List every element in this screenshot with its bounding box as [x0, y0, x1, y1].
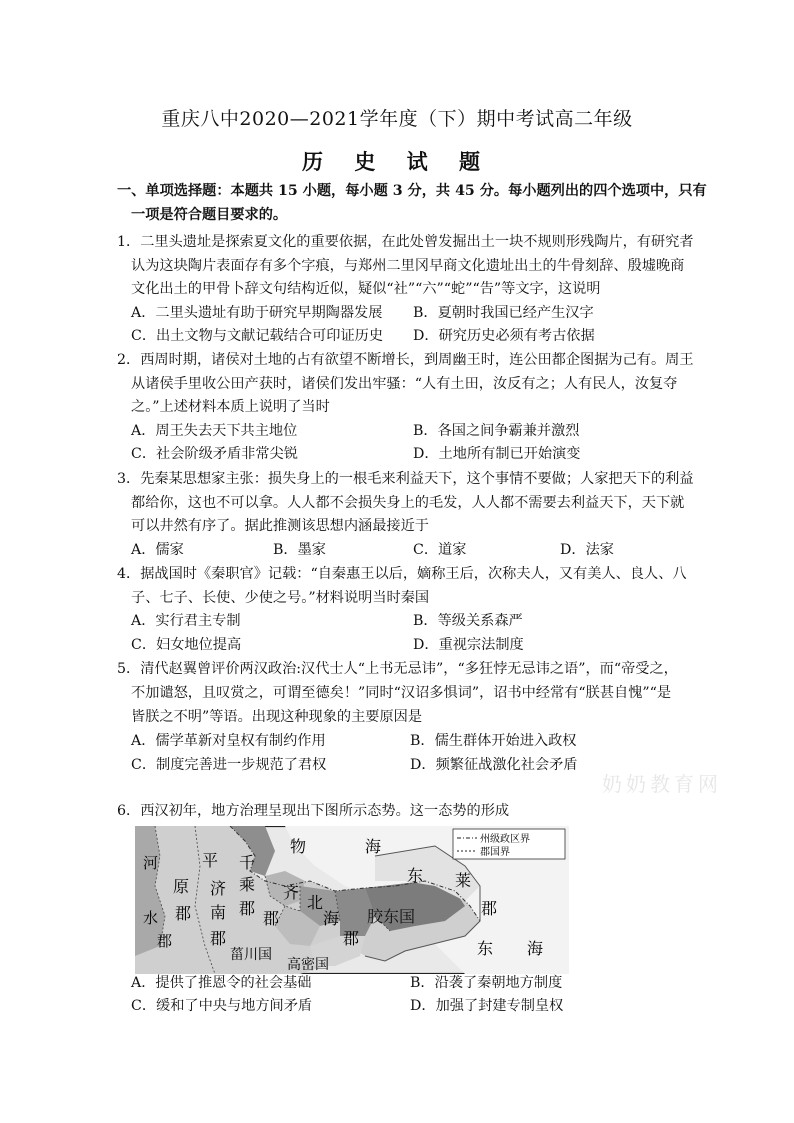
q1-line-3: 文化出土的甲骨卜辞文句结构近似，疑似“社”“六”“蛇”“告”等文字，这说明: [131, 281, 601, 297]
map-label-jun-pingyuan: 郡: [175, 904, 192, 923]
q5-option-a[interactable]: A．儒学革新对皇权有制约作用: [131, 733, 326, 749]
q2-option-c[interactable]: C．社会阶级矛盾非常尖锐: [131, 446, 298, 462]
q2-line-2: 从诸侯手里收公田产获时，诸侯们发出牢骚：“人有土田，汝反有之；人有民人，汝复夺: [131, 376, 678, 392]
q1-option-b[interactable]: B．夏朝时我国已经产生汉字: [413, 305, 594, 321]
section-instruction-line-2: 一项是符合题目要求的。: [131, 207, 288, 223]
map-label-nan: 南: [210, 903, 227, 922]
q4-line-1: 4．据战国时《秦职官》记载：“自秦惠王以后，嫡称王后，次称夫人，又有美人、良人、八: [117, 566, 687, 582]
q4-option-c[interactable]: C．妇女地位提高: [131, 637, 242, 653]
map-label-jiaodong: 胶东国: [367, 907, 416, 926]
map-label-yuan: 原: [173, 877, 190, 896]
q6-option-a[interactable]: A．提供了推恩令的社会基础: [131, 975, 312, 991]
q4-option-b[interactable]: B．等级关系森严: [413, 613, 523, 629]
map-label-qi: 齐: [283, 883, 300, 902]
q5-line-3: 皆朕之不明”等语。出现这种现象的主要原因是: [131, 709, 423, 725]
map-label-jun-donglai: 郡: [481, 899, 498, 918]
q3-option-b[interactable]: B．墨家: [273, 542, 326, 558]
map-label-hai-bei: 海: [323, 909, 340, 928]
q4-line-2: 子、七子、长使、少使之号。”材料说明当时秦国: [131, 590, 430, 606]
map-label-donghai-hai: 海: [527, 939, 544, 958]
q2-line-3: 之。”上述材料本质上说明了当时: [131, 399, 330, 415]
q5-line-1: 5．清代赵翼曾评价两汉政治:汉代士人“上书无忌讳”，“多狂悖无忌讳之语”，而“帝受之，: [117, 661, 678, 677]
q6-option-c[interactable]: C．缓和了中央与地方间矛盾: [131, 998, 313, 1014]
western-han-map: [135, 826, 569, 974]
q3-line-1: 3．先秦某思想家主张：损失身上的一根毛来利益天下，这个事情不要做；人家把天下的利益: [117, 471, 694, 487]
exam-subtitle: 历 史 试 题: [302, 149, 492, 174]
q6-line-1: 6．西汉初年，地方治理呈现出下图所示态势。这一态势的形成: [117, 803, 510, 819]
map-label-bohai-hai: 海: [365, 837, 382, 856]
q1-option-a[interactable]: A．二里头遗址有助于研究早期陶器发展: [131, 305, 383, 321]
map-label-shui: 水: [143, 909, 159, 927]
q5-option-b[interactable]: B．儒生群体开始进入政权: [410, 733, 577, 749]
q5-option-c[interactable]: C．制度完善进一步规范了君权: [131, 757, 327, 773]
map-label-donghai-dong: 东: [477, 939, 494, 958]
q4-option-a[interactable]: A．实行君主专制: [131, 613, 241, 629]
map-label-jun-he: 郡: [157, 932, 173, 950]
exam-title: 重庆八中2020—2021学年度（下）期中考试高二年级: [161, 108, 633, 130]
map-label-bohai-bo: 物: [290, 837, 307, 856]
map-label-jun-qi: 郡: [263, 909, 280, 928]
q6-option-b[interactable]: B．沿袭了秦朝地方制度: [410, 975, 563, 991]
map-label-he: 河: [143, 854, 159, 872]
q2-option-a[interactable]: A．周王失去天下共主地位: [131, 423, 298, 439]
q1-option-c[interactable]: C．出土文物与文献记载结合可印证历史: [131, 328, 384, 344]
map-label-gaomi: 高密国: [287, 957, 329, 973]
map-label-zichuan: 菑川国: [230, 947, 272, 963]
q3-line-2: 都给你，这也不可以拿。人人都不会损失身上的毛发，人人都不需要去利益天下，天下就: [131, 495, 685, 511]
map-label-ji: 济: [210, 879, 227, 898]
q2-option-b[interactable]: B．各国之间争霸兼并激烈: [413, 423, 580, 439]
q3-option-a[interactable]: A．儒家: [131, 542, 184, 558]
q3-line-3: 可以井然有序了。据此推测该思想内涵最接近于: [131, 518, 429, 534]
map-label-jun-qiancheng: 郡: [239, 899, 256, 918]
map-label-dong: 东: [407, 866, 424, 885]
section-instruction-line-1: 一、单项选择题：本题共 15 小题，每小题 3 分，共 45 分。每小题列出的四个选项中，只有: [117, 183, 707, 199]
map-label-cheng: 乘: [239, 875, 256, 894]
q5-option-d[interactable]: D．频繁征战激化社会矛盾: [410, 757, 578, 773]
watermark: 奶奶教育网: [602, 772, 722, 796]
q3-option-d[interactable]: D．法家: [560, 542, 614, 558]
map-label-ping: 平: [202, 851, 219, 870]
legend-province-label: 州级政区界: [480, 834, 530, 845]
map-label-jun-beihai: 郡: [343, 929, 360, 948]
q3-option-c[interactable]: C．道家: [413, 542, 467, 558]
map-label-jun-jinan: 郡: [210, 929, 227, 948]
q1-option-d[interactable]: D．研究历史必须有考古依据: [413, 328, 595, 344]
q4-option-d[interactable]: D．重视宗法制度: [413, 637, 524, 653]
map-label-lai: 莱: [455, 871, 472, 890]
map-label-qian: 千: [239, 853, 256, 872]
q2-option-d[interactable]: D．土地所有制已开始演变: [413, 446, 581, 462]
q1-line-2: 认为这块陶片表面存有多个字痕，与郑州二里冈早商文化遗址出土的牛骨刻辞、殷墟晚商: [131, 258, 685, 274]
legend-commandery-label: 郡国界: [480, 847, 510, 858]
map-label-bei: 北: [307, 893, 324, 912]
q2-line-1: 2．西周时期，诸侯对土地的占有欲望不断增长，到周幽王时，连公田都企图据为己有。周王: [117, 352, 694, 368]
q1-line-1: 1．二里头遗址是探索夏文化的重要依据，在此处曾发掘出土一块不规则形残陶片，有研究者: [117, 234, 694, 250]
q6-option-d[interactable]: D．加强了封建专制皇权: [410, 998, 564, 1014]
q5-line-2: 不加谴怒，且叹赏之，可谓至德矣！”同时“汉诏多惧词”，诏书中经常有“朕甚自愧”“是: [131, 685, 672, 701]
